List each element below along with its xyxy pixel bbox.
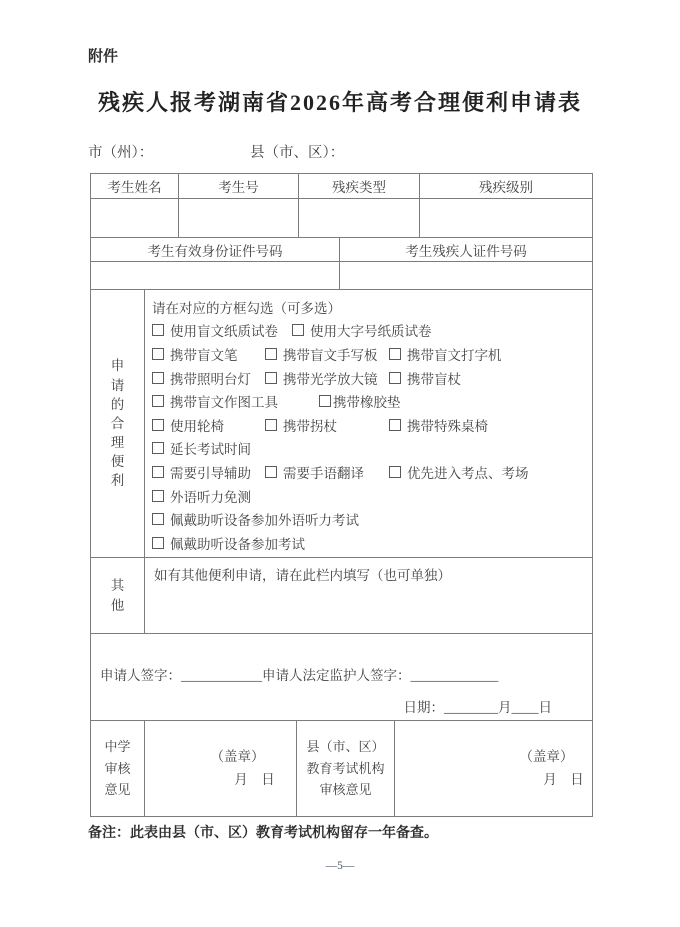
accommodation-option-label: 优先进入考点、考场 [407, 465, 529, 481]
candidate-header-row [91, 174, 592, 198]
other-row [91, 557, 592, 633]
accommodation-option [152, 344, 265, 364]
accommodation-option-label: 携带盲文打字机 [407, 347, 502, 363]
disability-level-field[interactable] [419, 199, 592, 237]
accommodation-option [152, 368, 265, 388]
accommodations-row [91, 289, 592, 557]
accommodation-option [389, 462, 529, 482]
accommodation-option-label: 外语听力免测 [170, 489, 251, 505]
checkbox-icon[interactable] [265, 372, 277, 384]
checkbox-icon[interactable] [152, 324, 164, 336]
checkbox-icon[interactable] [152, 442, 164, 454]
applicant-signature-label: 申请人签字： [100, 668, 181, 683]
disability-type-field[interactable] [298, 199, 419, 237]
checkbox-icon[interactable] [152, 395, 164, 407]
accommodation-option [265, 368, 389, 388]
other-instruction: 如有其他便利申请，请在此栏内填写（也可单独） [154, 568, 451, 583]
other-section-label: 其他 [110, 578, 125, 613]
checkbox-icon[interactable] [319, 395, 331, 407]
checkbox-icon[interactable] [152, 372, 164, 384]
header-id-number: 考生有效身份证件号码 [147, 243, 283, 259]
accommodation-option-label: 携带盲文笔 [170, 347, 238, 363]
accommodation-option [152, 391, 319, 411]
accommodation-option [265, 344, 389, 364]
checkbox-icon[interactable] [152, 490, 164, 502]
id-value-row [91, 261, 592, 289]
accommodation-option [152, 462, 265, 482]
accommodation-option-label: 需要引导辅助 [170, 465, 251, 481]
county-stamp-date: 月 日 [543, 771, 584, 787]
checkbox-icon[interactable] [265, 419, 277, 431]
accommodation-option [389, 415, 488, 435]
checkbox-icon[interactable] [389, 466, 401, 478]
accommodation-option-label: 携带照明台灯 [170, 371, 251, 387]
review-row [91, 720, 592, 816]
id-number-field[interactable] [91, 262, 339, 289]
accommodation-option [152, 509, 359, 529]
checkbox-icon[interactable] [389, 419, 401, 431]
accommodation-option [152, 438, 251, 458]
page-number: —5— [325, 860, 355, 872]
school-review-label: 中学 审核 意见 [104, 739, 131, 798]
accommodation-option [152, 415, 265, 435]
candidate-number-field[interactable] [178, 199, 298, 237]
id-header-row [91, 237, 592, 261]
checkbox-icon[interactable] [152, 537, 164, 549]
school-stamp-date: 月 日 [234, 771, 275, 787]
application-table [90, 173, 593, 817]
checkbox-icon[interactable] [152, 513, 164, 525]
accommodation-option-label: 使用轮椅 [170, 418, 224, 434]
accommodations-options-cell [144, 290, 592, 557]
accommodation-row [152, 507, 588, 531]
checkbox-icon[interactable] [292, 324, 304, 336]
accommodation-option-label: 携带光学放大镜 [283, 371, 378, 387]
school-stamp-cell[interactable] [144, 721, 296, 816]
form-title: 残疾人报考湖南省2026年高考合理便利申请表 [97, 90, 582, 115]
other-section-label-cell [91, 558, 144, 633]
accommodations-section-label-cell [91, 290, 144, 557]
county-stamp-label: （盖章） [519, 748, 574, 764]
accommodation-option-label: 延长考试时间 [170, 442, 251, 458]
accommodation-option [152, 486, 251, 506]
accommodation-row [152, 319, 588, 343]
checkbox-icon[interactable] [389, 372, 401, 384]
other-request-field[interactable] [144, 558, 592, 633]
applicant-signature-blank[interactable]: ____________ [181, 668, 262, 683]
accommodation-option [152, 320, 292, 340]
checkbox-icon[interactable] [152, 466, 164, 478]
accommodation-row [152, 366, 588, 390]
county-district-label: 县（市、区）： [250, 145, 345, 161]
header-candidate-number: 考生号 [178, 174, 298, 198]
accommodation-option-label: 携带盲文作图工具 [170, 395, 278, 411]
header-disability-type: 残疾类型 [298, 174, 419, 198]
accommodation-row [152, 413, 588, 437]
accommodation-row [152, 460, 588, 484]
signature-row [91, 633, 592, 720]
header-candidate-name: 考生姓名 [107, 180, 162, 195]
accommodation-option [292, 320, 432, 340]
accommodation-option [152, 533, 305, 553]
accommodation-option [265, 462, 389, 482]
guardian-signature-blank[interactable]: _____________ [410, 668, 499, 683]
school-stamp-label: （盖章） [210, 748, 265, 764]
footnote: 备注：此表由县（市、区）教育考试机构留存一年备查。 [88, 824, 438, 840]
accommodation-row [152, 342, 588, 366]
county-review-label: 县（市、区） 教育考试机构 审核意见 [296, 721, 394, 816]
accommodation-row [152, 531, 588, 555]
signature-line [100, 664, 498, 684]
accommodation-option-label: 携带盲文手写板 [283, 347, 378, 363]
header-disability-cert-number: 考生残疾人证件号码 [339, 238, 592, 261]
accommodation-option-label: 佩戴助听设备参加考试 [170, 536, 305, 552]
accommodation-row [152, 484, 588, 508]
city-prefecture-label: 市（州）： [88, 145, 154, 161]
accommodation-row [152, 389, 588, 413]
checkbox-icon[interactable] [152, 348, 164, 360]
accommodation-option-label: 使用盲文纸质试卷 [170, 324, 278, 340]
accommodations-section-label: 申请的合理便利 [110, 358, 125, 489]
checkbox-icon[interactable] [265, 466, 277, 478]
disability-cert-number-field[interactable] [339, 262, 592, 289]
header-disability-level: 残疾级别 [419, 174, 592, 198]
accommodation-option-label: 使用大字号纸质试卷 [310, 324, 432, 340]
accommodation-option [389, 368, 461, 388]
candidate-value-row [91, 198, 592, 237]
checkbox-icon[interactable] [152, 419, 164, 431]
accommodation-option-label: 携带盲杖 [407, 371, 461, 387]
accommodations-instruction: 请在对应的方框勾选（可多选） [152, 300, 341, 316]
accommodation-option-label: 需要手语翻译 [283, 465, 364, 481]
accommodation-option [389, 344, 502, 364]
attachment-label: 附件 [88, 48, 119, 65]
accommodation-option-label: 携带橡胶垫 [333, 395, 401, 411]
accommodation-option [265, 415, 389, 435]
county-stamp-cell[interactable] [394, 721, 592, 816]
accommodation-option-label: 佩戴助听设备参加外语听力考试 [170, 513, 359, 529]
accommodation-row [152, 437, 588, 461]
signature-date-line[interactable]: 日期：________月____日 [403, 700, 552, 715]
accommodation-option [319, 391, 401, 411]
checkbox-icon[interactable] [265, 348, 277, 360]
guardian-signature-label: 申请人法定监护人签字： [262, 668, 411, 683]
checkbox-icon[interactable] [389, 348, 401, 360]
accommodation-option-label: 携带特殊桌椅 [407, 418, 488, 434]
accommodation-option-label: 携带拐杖 [283, 418, 337, 434]
candidate-name-field[interactable] [91, 199, 178, 237]
